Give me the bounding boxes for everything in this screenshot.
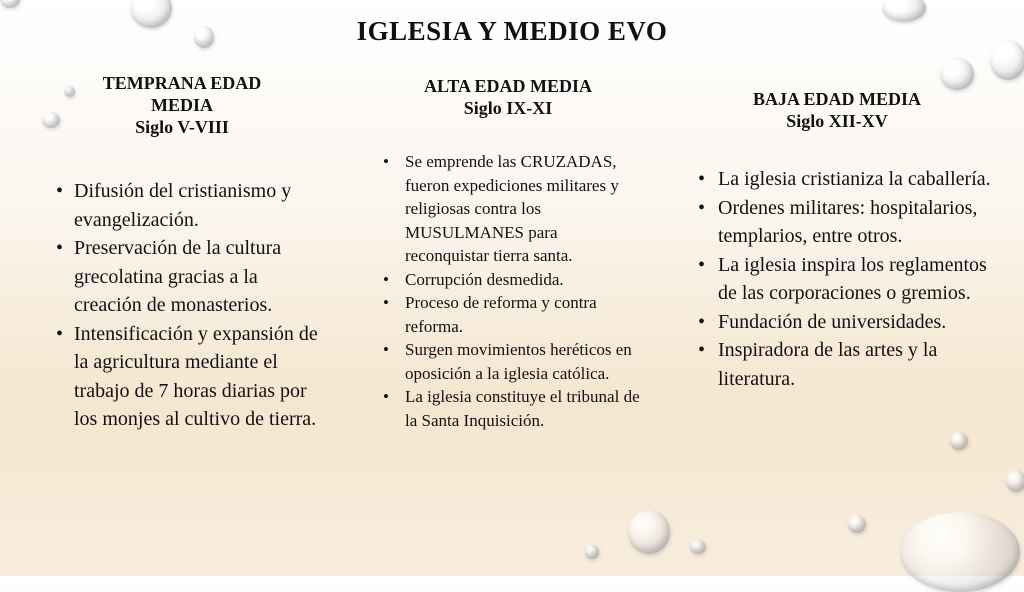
bullet-item: • Ordenes militares: hospitalarios, templarios, entre otros. <box>696 194 996 251</box>
heading-line: Siglo IX-XI <box>463 97 553 118</box>
bullet-item: • Intensificación y expansión de la agricultura mediante el trabajo de 7 horas diarias por los monjes al cultivo de tierra. <box>54 320 319 434</box>
water-drop-decoration <box>1006 470 1024 492</box>
bullet-list-temprana <box>54 177 319 434</box>
bullet-item: • Se emprende las CRUZADAS, fueron expediciones militares y religiosas contra los MUSULMANES para reconquistar tierra santa. <box>383 150 643 268</box>
bullet-item: • Proceso de reforma y contra reforma. <box>383 291 643 338</box>
heading-line: Siglo XII-XV <box>786 110 888 131</box>
water-drop-decoration <box>42 112 60 128</box>
heading-line: MEDIA <box>151 94 213 115</box>
column-heading-temprana <box>72 73 292 139</box>
water-drop-decoration <box>628 510 670 554</box>
column-heading-alta <box>388 76 628 120</box>
water-drop-decoration <box>585 545 599 559</box>
bullet-item: • Corrupción desmedida. <box>383 268 643 292</box>
bullet-item: • Inspiradora de las artes y la literatura. <box>696 336 996 393</box>
heading-line: TEMPRANA EDAD <box>102 73 262 93</box>
bullet-item: • La iglesia inspira los reglamentos de las corporaciones o gremios. <box>696 251 996 308</box>
bullet-item: • Preservación de la cultura grecolatina gracias a la creación de monasterios. <box>54 234 319 320</box>
column-heading-baja <box>712 89 962 133</box>
slide-title: IGLESIA Y MEDIO EVO <box>356 16 668 46</box>
bullet-item: • Surgen movimientos heréticos en oposición a la iglesia católica. <box>383 338 643 385</box>
water-drop-decoration <box>0 0 20 8</box>
water-drop-decoration <box>690 540 706 554</box>
heading-line: ALTA EDAD MEDIA <box>423 76 593 96</box>
bullet-item: • La iglesia cristianiza la caballería. <box>696 165 996 194</box>
bullet-item: • Difusión del cristianismo y evangelización. <box>54 177 319 234</box>
water-drop-decoration <box>848 515 866 533</box>
bullet-item: • La iglesia constituye el tribunal de la Santa Inquisición. <box>383 385 643 432</box>
bullet-list-baja <box>696 165 996 393</box>
bullet-list-alta <box>383 150 643 432</box>
water-drop-decoration <box>940 58 974 90</box>
bullet-item: • Fundación de universidades. <box>696 308 996 337</box>
water-drop-decoration <box>900 512 1020 592</box>
heading-line: Siglo V-VIII <box>135 116 229 137</box>
water-drop-decoration <box>950 432 968 450</box>
heading-line: BAJA EDAD MEDIA <box>752 89 921 109</box>
